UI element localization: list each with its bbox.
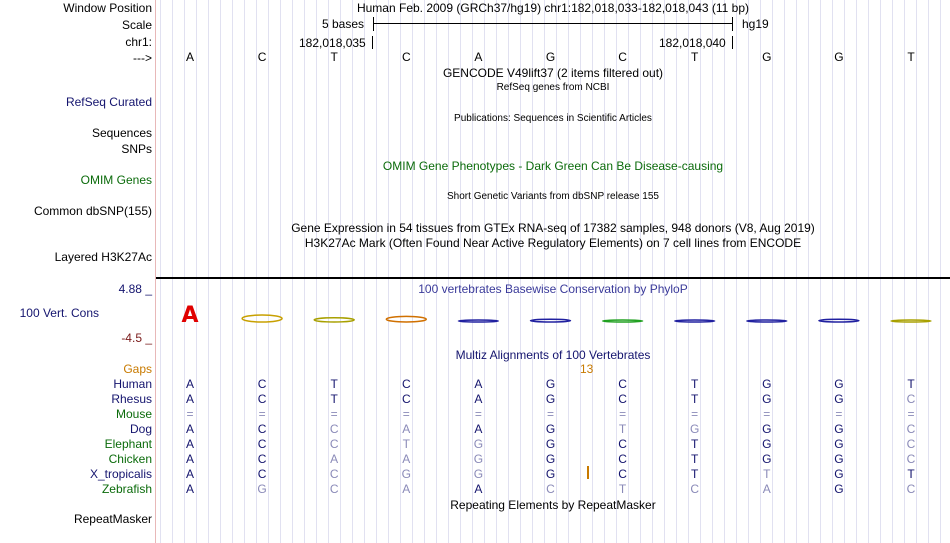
scale-text: 5 bases bbox=[322, 17, 365, 31]
species-label-x_tropicalis[interactable]: X_tropicalis bbox=[89, 467, 152, 481]
gencode-track-title[interactable]: GENCODE V49lift37 (2 items filtered out) bbox=[442, 66, 664, 80]
scale-db-label: hg19 bbox=[742, 17, 769, 31]
alignment-base: G bbox=[762, 422, 772, 436]
alignment-base: = bbox=[691, 407, 699, 421]
conservation-logo-mark bbox=[314, 318, 354, 322]
phylop-track-title[interactable]: 100 vertebrates Basewise Conservation by PhyloP bbox=[418, 282, 688, 296]
conservation-logo-mark: A bbox=[181, 303, 199, 328]
alignment-base: G bbox=[545, 377, 556, 391]
alignment-base: = bbox=[186, 407, 194, 421]
alignment-base: C bbox=[618, 452, 627, 466]
reference-base: G bbox=[834, 50, 844, 64]
alignment-base: C bbox=[618, 437, 627, 451]
alignment-base: = bbox=[907, 407, 915, 421]
alignment-base: A bbox=[402, 452, 411, 466]
snps-track-label[interactable]: SNPs bbox=[121, 142, 152, 156]
alignment-base: A bbox=[185, 377, 194, 391]
sequences-track-label[interactable]: Sequences bbox=[91, 126, 152, 140]
alignment-base: T bbox=[691, 377, 699, 391]
alignment-base: G bbox=[473, 467, 484, 481]
alignment-base: C bbox=[906, 422, 916, 436]
cons-track-label[interactable]: 100 Vert. Cons bbox=[19, 306, 99, 320]
assembly-position-text: Human Feb. 2009 (GRCh37/hg19) chr1:182,018,033-182,018,043 (11 bp) bbox=[356, 1, 750, 15]
insertion-marker bbox=[587, 466, 589, 479]
alignment-base: T bbox=[691, 392, 699, 406]
alignment-base: G bbox=[473, 437, 484, 451]
scale-bar bbox=[373, 17, 733, 31]
alignment-base: T bbox=[691, 467, 699, 481]
alignment-base: G bbox=[257, 482, 267, 496]
alignment-base: A bbox=[402, 422, 411, 436]
alignment-base: C bbox=[257, 452, 267, 466]
alignment-base: C bbox=[401, 377, 411, 391]
alignment-base: C bbox=[329, 482, 339, 496]
reference-base: A bbox=[474, 50, 483, 64]
alignment-base: A bbox=[474, 482, 483, 496]
alignment-base: C bbox=[329, 422, 339, 436]
alignment-base: A bbox=[185, 392, 194, 406]
alignment-base: T bbox=[618, 422, 627, 436]
reference-base: T bbox=[907, 50, 915, 64]
alignment-base: G bbox=[473, 452, 484, 466]
strand-arrow-label[interactable]: ---> bbox=[133, 51, 152, 65]
alignment-base: A bbox=[762, 482, 771, 496]
scale-label: Scale bbox=[121, 18, 152, 32]
position-left-tick bbox=[372, 36, 373, 49]
alignment-base: T bbox=[402, 437, 410, 451]
alignment-base: G bbox=[834, 392, 844, 406]
gtex-track-title[interactable]: Gene Expression in 54 tissues from GTEx RNA-seq of 17382 samples, 948 donors (V8, Aug 2019) bbox=[291, 221, 815, 235]
alignment-base: G bbox=[834, 452, 844, 466]
conservation-logo-mark bbox=[531, 319, 571, 322]
conservation-logo-mark bbox=[819, 319, 859, 322]
alignment-base: C bbox=[618, 377, 627, 391]
conservation-logo-mark bbox=[242, 315, 282, 322]
h3k27ac-track-label[interactable]: Layered H3K27Ac bbox=[54, 250, 152, 264]
gaps-label: Gaps bbox=[123, 362, 152, 376]
h3k27ac-track-title[interactable]: H3K27Ac Mark (Often Found Near Active Regulatory Elements) on 7 cell lines from ENCODE bbox=[304, 236, 802, 250]
reference-base: G bbox=[545, 50, 556, 64]
alignment-base: C bbox=[618, 467, 627, 481]
reference-base: T bbox=[330, 50, 338, 64]
position-right: 182,018,040 bbox=[659, 36, 726, 50]
alignment-base: = bbox=[474, 407, 482, 421]
alignment-base: G bbox=[545, 467, 556, 481]
dbsnp-track-title[interactable]: Short Genetic Variants from dbSNP release 155 bbox=[447, 191, 659, 202]
track-divider bbox=[156, 277, 950, 279]
species-label-zebrafish[interactable]: Zebrafish bbox=[101, 482, 152, 496]
repeatmasker-track-title[interactable]: Repeating Elements by RepeatMasker bbox=[450, 498, 656, 512]
alignment-base: = bbox=[330, 407, 338, 421]
omim-track-title[interactable]: OMIM Gene Phenotypes - Dark Green Can Be Disease-causing bbox=[382, 159, 724, 173]
omim-track-label[interactable]: OMIM Genes bbox=[80, 173, 152, 187]
alignment-base: = bbox=[619, 407, 627, 421]
alignment-base: G bbox=[762, 377, 772, 391]
alignment-base: A bbox=[474, 392, 483, 406]
cons-min-label: -4.5 _ bbox=[121, 331, 152, 345]
alignment-base: T bbox=[330, 392, 338, 406]
alignment-base: G bbox=[690, 422, 700, 436]
species-label-rhesus[interactable]: Rhesus bbox=[111, 392, 152, 406]
dbsnp-track-label[interactable]: Common dbSNP(155) bbox=[33, 204, 152, 218]
alignment-base: T bbox=[691, 437, 699, 451]
multiz-track-title[interactable]: Multiz Alignments of 100 Vertebrates bbox=[455, 348, 651, 362]
alignment-base: G bbox=[545, 392, 556, 406]
reference-base: T bbox=[691, 50, 699, 64]
alignment-base: C bbox=[329, 437, 339, 451]
alignment-base: T bbox=[907, 467, 915, 481]
position-left: 182,018,035 bbox=[299, 36, 366, 50]
alignment-base: = bbox=[835, 407, 843, 421]
alignment-base: G bbox=[834, 377, 844, 391]
conservation-logo-mark bbox=[891, 320, 931, 322]
reference-base: C bbox=[401, 50, 411, 64]
reference-base: G bbox=[762, 50, 772, 64]
alignment-base: A bbox=[185, 422, 194, 436]
conservation-logo-mark bbox=[747, 320, 787, 322]
alignment-base: = bbox=[546, 407, 554, 421]
alignment-base: A bbox=[185, 482, 194, 496]
cons-max-label: 4.88 _ bbox=[118, 282, 152, 296]
alignment-base: G bbox=[545, 437, 556, 451]
species-label-human[interactable]: Human bbox=[113, 377, 152, 391]
alignment-base: = bbox=[402, 407, 410, 421]
species-label-mouse[interactable]: Mouse bbox=[115, 407, 152, 421]
alignment-base: T bbox=[330, 377, 338, 391]
alignment-base: C bbox=[257, 422, 267, 436]
species-label-chicken[interactable]: Chicken bbox=[108, 452, 152, 466]
alignment-base: G bbox=[834, 437, 844, 451]
alignment-base: A bbox=[185, 452, 194, 466]
alignment-base: C bbox=[906, 482, 916, 496]
alignment-base: C bbox=[401, 392, 411, 406]
publications-track-title[interactable]: Publications: Sequences in Scientific Articles bbox=[454, 113, 652, 124]
conservation-logo-mark bbox=[603, 320, 643, 322]
alignment-base: G bbox=[834, 482, 844, 496]
alignment-base: G bbox=[834, 467, 844, 481]
conservation-logo-mark bbox=[675, 320, 715, 322]
alignment-base: C bbox=[906, 392, 916, 406]
alignment-base: T bbox=[618, 482, 627, 496]
alignment-base: T bbox=[763, 467, 771, 481]
alignment-base: A bbox=[185, 437, 194, 451]
refseq-track-title[interactable]: RefSeq genes from NCBI bbox=[496, 82, 610, 93]
track-label-column bbox=[0, 0, 156, 543]
conservation-logo-mark bbox=[386, 316, 426, 322]
alignment-base: G bbox=[762, 437, 772, 451]
alignment-base: C bbox=[329, 467, 339, 481]
conservation-logo-mark bbox=[458, 320, 498, 322]
alignment-base: A bbox=[402, 482, 411, 496]
alignment-base: A bbox=[330, 452, 339, 466]
alignment-base: G bbox=[762, 452, 772, 466]
alignment-base: C bbox=[906, 452, 916, 466]
species-label-dog[interactable]: Dog bbox=[129, 422, 152, 436]
alignment-base: C bbox=[618, 392, 627, 406]
alignment-base: A bbox=[185, 467, 194, 481]
alignment-base: C bbox=[257, 437, 267, 451]
alignment-base: T bbox=[691, 452, 699, 466]
alignment-base: = bbox=[258, 407, 266, 421]
alignment-base: T bbox=[907, 377, 915, 391]
alignment-base: A bbox=[474, 377, 483, 391]
reference-base: C bbox=[257, 50, 267, 64]
alignment-base: C bbox=[906, 437, 916, 451]
alignment-base: G bbox=[545, 422, 556, 436]
alignment-base: C bbox=[257, 467, 267, 481]
reference-base: A bbox=[185, 50, 194, 64]
position-right-tick bbox=[732, 36, 733, 49]
alignment-base: C bbox=[690, 482, 700, 496]
alignment-base: C bbox=[546, 482, 555, 496]
alignment-base: G bbox=[834, 422, 844, 436]
repeatmasker-track-label[interactable]: RepeatMasker bbox=[73, 512, 152, 526]
alignment-base: C bbox=[257, 377, 267, 391]
alignment-base: = bbox=[763, 407, 771, 421]
species-label-elephant[interactable]: Elephant bbox=[104, 437, 152, 451]
alignment-base: C bbox=[257, 392, 267, 406]
gaps-value: 13 bbox=[580, 362, 594, 376]
chrom-label: chr1: bbox=[125, 35, 152, 49]
refseq-track-label[interactable]: RefSeq Curated bbox=[65, 95, 152, 109]
alignment-base: G bbox=[545, 452, 556, 466]
reference-base: C bbox=[618, 50, 627, 64]
alignment-base: G bbox=[762, 392, 772, 406]
alignment-base: A bbox=[474, 422, 483, 436]
conservation-logo bbox=[156, 296, 950, 328]
window-position-label: Window Position bbox=[63, 1, 152, 15]
alignment-base: G bbox=[401, 467, 411, 481]
